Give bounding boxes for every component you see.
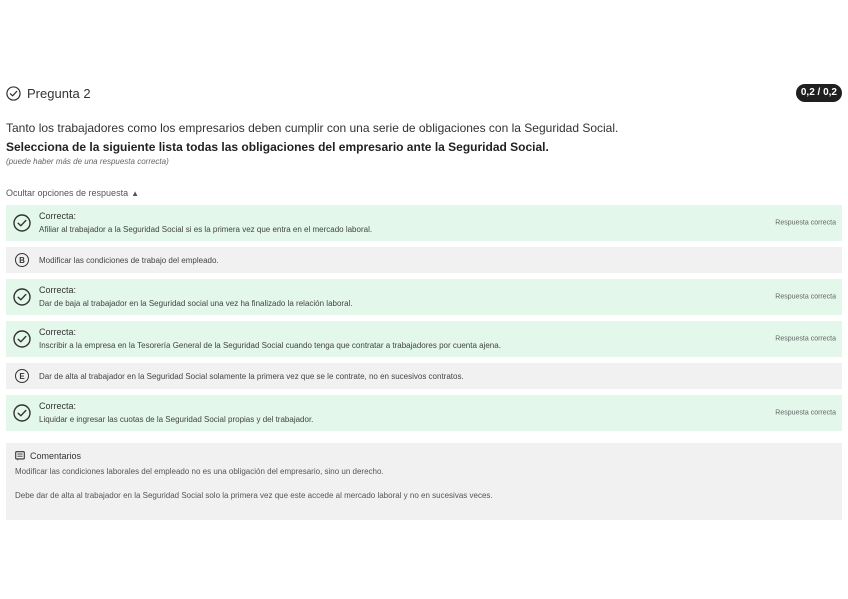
- comments-header: [15, 451, 833, 461]
- comment-paragraph: Debe dar de alta al trabajador en la Seguridad Social solo la primera vez que este accede al mercado laboral y no en sucesivas veces.: [15, 491, 493, 500]
- option-status: Correcta:: [39, 327, 77, 337]
- question-header: [6, 84, 842, 102]
- check-circle-icon: [13, 288, 31, 306]
- option-letter-badge: [13, 251, 31, 269]
- hide-options-toggle[interactable]: [6, 188, 139, 198]
- option-text: Dar de alta al trabajador en la Seguridad Social solamente la primera vez que se le contrate, no en sucesivos contratos.: [39, 371, 464, 381]
- comments-title: Comentarios: [30, 451, 82, 461]
- letter-e: E: [15, 369, 29, 383]
- option-b[interactable]: [6, 247, 842, 273]
- option-letter-badge: [13, 367, 31, 385]
- option-e[interactable]: [6, 363, 842, 389]
- option-text: Modificar las condiciones de trabajo del empleado.: [39, 255, 219, 265]
- correct-answer-note: Respuesta correcta: [775, 293, 836, 301]
- question-title: Pregunta 2: [27, 85, 91, 101]
- comment-icon: [15, 451, 25, 461]
- option-status: Correcta:: [39, 401, 77, 411]
- option-f[interactable]: [6, 395, 842, 431]
- option-status: Correcta:: [39, 211, 77, 221]
- option-text: Liquidar e ingresar las cuotas de la Seguridad Social propias y del trabajador.: [39, 415, 314, 424]
- check-circle-icon: [6, 86, 21, 101]
- option-d[interactable]: [6, 321, 842, 357]
- correct-answer-note: Respuesta correcta: [775, 409, 836, 417]
- comment-paragraph: Modificar las condiciones laborales del empleado no es una obligación del empresario, sino un derecho.: [15, 467, 384, 476]
- option-a[interactable]: [6, 205, 842, 241]
- check-circle-icon: [13, 330, 31, 348]
- letter-b: B: [15, 253, 29, 267]
- option-c[interactable]: [6, 279, 842, 315]
- hint-text: (puede haber más de una respuesta correcta): [6, 157, 169, 166]
- option-status: Correcta:: [39, 285, 77, 295]
- correct-answer-note: Respuesta correcta: [775, 219, 836, 227]
- toggle-label: Ocultar opciones de respuesta: [6, 188, 129, 198]
- option-text: Afiliar al trabajador a la Seguridad Social si es la primera vez que entra en el mercado laboral.: [39, 225, 373, 234]
- option-text: Inscribir a la empresa en la Tesorería General de la Seguridad Social cuando tenga que contratar a trabajadores por cuenta ajena.: [39, 341, 501, 350]
- correct-answer-note: Respuesta correcta: [775, 335, 836, 343]
- option-text: Dar de baja al trabajador en la Seguridad social una vez ha finalizado la relación laboral.: [39, 299, 353, 308]
- chevron-up-icon: ▲: [131, 188, 139, 198]
- instruction-text: Selecciona de la siguiente lista todas las obligaciones del empresario ante la Seguridad Social.: [6, 140, 549, 154]
- check-circle-icon: [13, 404, 31, 422]
- question-statement: [6, 121, 842, 167]
- comments-panel: [6, 443, 842, 520]
- score-badge: 0,2 / 0,2: [796, 84, 842, 102]
- check-circle-icon: [13, 214, 31, 232]
- statement-text: Tanto los trabajadores como los empresarios deben cumplir con una serie de obligaciones con la Seguridad Social.: [6, 121, 619, 135]
- answer-options: [6, 205, 842, 437]
